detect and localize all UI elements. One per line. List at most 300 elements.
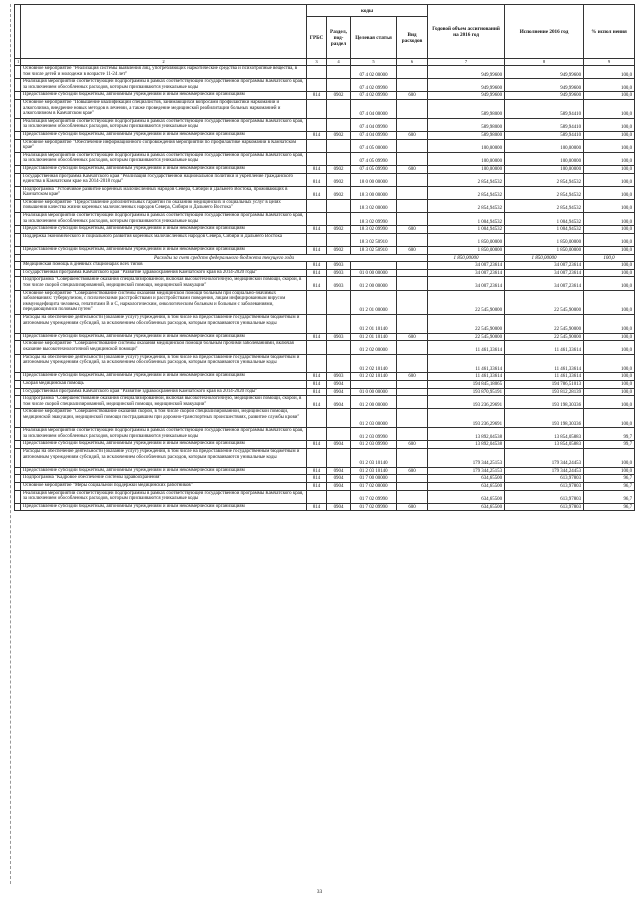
cell-grbs	[307, 409, 327, 428]
cell-expense-type	[397, 152, 428, 165]
colnum: 9	[584, 59, 635, 66]
cell-percent: 99,7	[584, 441, 635, 449]
cell-grbs: 814	[307, 388, 327, 396]
cell-target-article: 18 3 02 50910	[351, 247, 397, 255]
cell-grbs	[307, 118, 327, 131]
cell-razdel	[327, 409, 351, 428]
table-row	[15, 475, 635, 483]
cell-execution-amount: 13 854,05883	[505, 441, 584, 449]
cell-target-article: 01 0 00 00000	[351, 388, 397, 396]
cell-execution-amount: 34 007,23614	[505, 262, 584, 270]
cell-grbs: 814	[307, 503, 327, 511]
cell-target-article: 01 2 03 00000	[351, 409, 397, 428]
cell-annual-amount: 2 854,94532	[428, 186, 505, 199]
cell-razdel	[327, 79, 351, 92]
cell-razdel	[327, 118, 351, 131]
cell-percent: 100,0	[584, 262, 635, 270]
cell-percent: 100,0	[584, 254, 635, 262]
cell-grbs: 814	[307, 165, 327, 173]
cell-execution-amount: 1 004,94532	[505, 226, 584, 234]
cell-target-article: 07 4 02 00000	[351, 66, 397, 79]
cell-target-article: 01 7 02 00000	[351, 482, 397, 490]
colnum: 3	[307, 59, 327, 66]
cell-annual-amount: 100,00000	[428, 152, 505, 165]
cell-target-article: 01 2 03 10140	[351, 448, 397, 467]
header-name-column	[21, 5, 307, 59]
cell-execution-amount: 193 812,28139	[505, 388, 584, 396]
table-row	[15, 79, 635, 92]
cell-expense-type	[397, 269, 428, 277]
cell-name: Предоставление субсидий бюджетным, автономным учреждениям и иным некоммерческим организациям	[21, 503, 307, 511]
cell-razdel: 0904	[327, 380, 351, 388]
cell-annual-amount: 949,99600	[428, 92, 505, 100]
table-row	[15, 247, 635, 255]
cell-execution-amount: 1 850,00000	[505, 233, 584, 246]
cell-grbs	[307, 290, 327, 314]
table-row	[15, 139, 635, 152]
cell-execution-amount: 13 854,05883	[505, 428, 584, 441]
cell-target-article: 01 2 02 10140	[351, 373, 397, 381]
cell-razdel: 0902	[327, 165, 351, 173]
cell-percent: 100,0	[584, 79, 635, 92]
cell-annual-amount: 22 545,90000	[428, 290, 505, 314]
cell-annual-amount: 22 545,90000	[428, 315, 505, 334]
cell-grbs: 814	[307, 396, 327, 409]
cell-annual-amount: 589,98000	[428, 99, 505, 118]
table-row	[15, 503, 635, 511]
table-row	[15, 99, 635, 118]
cell-razdel	[327, 315, 351, 334]
cell-expense-type	[397, 173, 428, 186]
cell-expense-type: 600	[397, 467, 428, 475]
cell-target-article: 07 4 05 09990	[351, 152, 397, 165]
cell-grbs	[307, 448, 327, 467]
cell-annual-amount: 2 854,94532	[428, 173, 505, 186]
cell-razdel: 0904	[327, 441, 351, 449]
cell-execution-amount: 194 786,51013	[505, 380, 584, 388]
cell-expense-type	[397, 315, 428, 334]
cell-annual-amount: 193 236,29691	[428, 396, 505, 409]
cell-annual-amount: 1 004,94532	[428, 213, 505, 226]
cell-expense-type	[397, 277, 428, 290]
cell-razdel	[327, 66, 351, 79]
cell-expense-type: 600	[397, 441, 428, 449]
cell-percent: 100,0	[584, 199, 635, 212]
cell-grbs	[307, 341, 327, 354]
cell-percent: 96,7	[584, 475, 635, 483]
cell-percent: 100,0	[584, 380, 635, 388]
cell-name: Медицинская помощь в дневных стационарах всех типов	[21, 262, 307, 270]
cell-name: Предоставление субсидий бюджетным, автономным учреждениям и иным некоммерческим организациям	[21, 247, 307, 255]
cell-target-article: 18 3 02 09990	[351, 226, 397, 234]
cell-annual-amount: 949,99600	[428, 66, 505, 79]
cell-grbs	[307, 490, 327, 503]
cell-target-article: 07 4 02 09990	[351, 79, 397, 92]
table-body	[15, 66, 635, 511]
cell-expense-type	[397, 490, 428, 503]
cell-razdel: 0903	[327, 277, 351, 290]
cell-execution-amount: 34 007,23614	[505, 277, 584, 290]
table-row	[15, 388, 635, 396]
section-title: Расходы за счет средств федерального бюджета текущего года	[21, 254, 428, 262]
table-row	[15, 233, 635, 246]
cell-target-article: 07 4 05 00000	[351, 139, 397, 152]
cell-razdel: 0904	[327, 396, 351, 409]
cell-percent: 100,0	[584, 139, 635, 152]
table-row	[15, 448, 635, 467]
cell-grbs: 814	[307, 173, 327, 186]
table-row	[15, 269, 635, 277]
cell-expense-type: 600	[397, 226, 428, 234]
cell-razdel: 0904	[327, 467, 351, 475]
cell-target-article: 01 2 01 00000	[351, 290, 397, 314]
cell-percent: 100,0	[584, 247, 635, 255]
header-vid: Вид расходов	[397, 17, 428, 59]
cell-name: Основное мероприятие "Повышение квалификации специалистов, занимающихся вопросами профилактики наркомании и алкоголизма, внедрение новых методов в лечении, а также проведение медицинской реабилитации больных наркоманией и алкоголизмом в Камчатском крае"	[21, 99, 307, 118]
cell-target-article: 01 2 03 09990	[351, 441, 397, 449]
table-row	[15, 152, 635, 165]
cell-annual-amount: 1 850,00000	[428, 254, 505, 262]
cell-razdel	[327, 490, 351, 503]
cell-expense-type	[397, 482, 428, 490]
table-row	[15, 409, 635, 428]
cell-razdel: 0904	[327, 388, 351, 396]
cell-name: Подпрограмма "Совершенствование оказания специализированной, включая высокотехнологичную, медицинской помощи, скорой, в том числе скорой специализированной, медицинской помощи, медицинской эвакуации"	[21, 396, 307, 409]
table-row	[15, 380, 635, 388]
table-row	[15, 262, 635, 270]
table-row	[15, 173, 635, 186]
cell-expense-type	[397, 380, 428, 388]
cell-grbs	[307, 428, 327, 441]
cell-annual-amount: 589,98000	[428, 131, 505, 139]
cell-name: Основное мероприятие "Меры социальной поддержки медицинских работников"	[21, 482, 307, 490]
table-row	[15, 186, 635, 199]
cell-annual-amount: 634,65500	[428, 503, 505, 511]
cell-target-article	[351, 380, 397, 388]
cell-razdel	[327, 290, 351, 314]
header-grbs: ГРБС	[307, 17, 327, 59]
cell-percent: 100,0	[584, 165, 635, 173]
cell-expense-type	[397, 199, 428, 212]
cell-execution-amount: 100,00000	[505, 139, 584, 152]
table-row	[15, 441, 635, 449]
table-row	[15, 131, 635, 139]
cell-target-article	[351, 262, 397, 270]
cell-target-article: 01 2 01 10140	[351, 333, 397, 341]
cell-name: Предоставление субсидий бюджетным, автономным учреждениям и иным некоммерческим организациям	[21, 441, 307, 449]
cell-expense-type: 600	[397, 131, 428, 139]
cell-grbs: 814	[307, 467, 327, 475]
cell-grbs	[307, 315, 327, 334]
cell-execution-amount: 949,99600	[505, 92, 584, 100]
cell-grbs	[307, 213, 327, 226]
cell-execution-amount: 2 854,94532	[505, 186, 584, 199]
binding-margin-line	[10, 4, 11, 884]
table-row	[15, 290, 635, 314]
cell-expense-type	[397, 428, 428, 441]
table-row	[15, 118, 635, 131]
cell-annual-amount: 179 344,25153	[428, 448, 505, 467]
cell-razdel	[327, 448, 351, 467]
cell-execution-amount: 179 344,24453	[505, 448, 584, 467]
cell-grbs: 814	[307, 475, 327, 483]
cell-target-article: 01 2 01 10140	[351, 315, 397, 334]
cell-percent: 100,0	[584, 152, 635, 165]
cell-percent: 100,0	[584, 233, 635, 246]
cell-target-article: 18 3 02 00000	[351, 199, 397, 212]
cell-annual-amount: 179 344,25153	[428, 467, 505, 475]
cell-target-article: 01 2 02 00000	[351, 341, 397, 354]
cell-target-article: 01 2 00 00000	[351, 396, 397, 409]
cell-execution-amount: 22 545,90000	[505, 290, 584, 314]
cell-percent: 100,0	[584, 373, 635, 381]
cell-grbs	[307, 139, 327, 152]
cell-razdel: 0902	[327, 226, 351, 234]
cell-execution-amount: 613,97803	[505, 482, 584, 490]
cell-name: Основное мероприятие "Обеспечение информационного сопровождения мероприятий по профилактике наркомании в Камчатском крае"	[21, 139, 307, 152]
cell-execution-amount: 1 850,00000	[505, 254, 584, 262]
cell-percent: 100,0	[584, 131, 635, 139]
colnum: 7	[428, 59, 505, 66]
cell-razdel	[327, 152, 351, 165]
cell-expense-type: 600	[397, 333, 428, 341]
cell-target-article: 07 4 04 00000	[351, 99, 397, 118]
cell-percent: 100,0	[584, 173, 635, 186]
cell-razdel	[327, 341, 351, 354]
cell-percent: 99,7	[584, 428, 635, 441]
cell-annual-amount: 13 892,04538	[428, 441, 505, 449]
cell-annual-amount: 34 007,23614	[428, 262, 505, 270]
cell-execution-amount: 100,00000	[505, 165, 584, 173]
cell-grbs: 814	[307, 441, 327, 449]
cell-target-article: 07 4 05 09990	[351, 165, 397, 173]
cell-grbs: 814	[307, 269, 327, 277]
header-annual: Годовой объем ассигнований на 2016 год	[428, 5, 505, 59]
cell-percent: 100,0	[584, 409, 635, 428]
cell-expense-type	[397, 396, 428, 409]
header-celevaya: Целевая статья	[351, 17, 397, 59]
cell-target-article: 07 4 02 09990	[351, 92, 397, 100]
cell-razdel: 0904	[327, 475, 351, 483]
table-row	[15, 333, 635, 341]
cell-annual-amount: 100,00000	[428, 139, 505, 152]
cell-annual-amount: 11 461,33614	[428, 341, 505, 354]
table-row	[15, 92, 635, 100]
cell-percent: 100,0	[584, 354, 635, 373]
cell-razdel: 0903	[327, 262, 351, 270]
cell-grbs	[307, 66, 327, 79]
cell-execution-amount: 2 854,94532	[505, 199, 584, 212]
cell-target-article: 01 7 02 09990	[351, 503, 397, 511]
cell-grbs: 814	[307, 333, 327, 341]
cell-execution-amount: 193 198,30336	[505, 409, 584, 428]
cell-expense-type	[397, 186, 428, 199]
cell-execution-amount: 100,00000	[505, 152, 584, 165]
cell-execution-amount: 589,94410	[505, 118, 584, 131]
table-row	[15, 482, 635, 490]
cell-execution-amount: 193 198,30336	[505, 396, 584, 409]
cell-name: Основное мероприятие "Совершенствование системы оказания медицинской помощи больным при социально-значимых заболеваниях: туберкулезом, с психическими расстройствами и расстройствами поведения, лицам инфицированным вирусом иммунодефицита человека, гепатитами В и С, наркологическим, онкологическим больным и больным с заболеваниями, передающимися половым путем"	[21, 290, 307, 314]
cell-expense-type	[397, 118, 428, 131]
cell-razdel: 0903	[327, 269, 351, 277]
cell-expense-type	[397, 475, 428, 483]
cell-target-article: 07 4 04 09990	[351, 118, 397, 131]
header-razdel: Раздел, под-раздел	[327, 17, 351, 59]
cell-expense-type: 600	[397, 247, 428, 255]
cell-target-article: 18 3 00 00000	[351, 186, 397, 199]
colnum: 2	[21, 59, 307, 66]
cell-expense-type: 600	[397, 373, 428, 381]
cell-target-article: 01 2 03 10140	[351, 467, 397, 475]
cell-percent: 96,7	[584, 503, 635, 511]
cell-annual-amount: 1 004,94532	[428, 226, 505, 234]
table-row	[15, 213, 635, 226]
cell-razdel	[327, 354, 351, 373]
cell-target-article: 01 7 02 09990	[351, 490, 397, 503]
cell-execution-amount: 11 461,33614	[505, 373, 584, 381]
cell-percent: 100,0	[584, 269, 635, 277]
cell-target-article: 01 2 00 00000	[351, 277, 397, 290]
cell-razdel: 0904	[327, 482, 351, 490]
cell-name: Основное мероприятие "Совершенствование оказания скорой, в том числе скорой специализированной, медицинской помощи, медицинской эвакуации, медицинской помощи пострадавшим при дорожно-транспортных происшествиях, развитие службы крови"	[21, 409, 307, 428]
table-row	[15, 66, 635, 79]
cell-name: Предоставление субсидий бюджетным, автономным учреждениям и иным некоммерческим организациям	[21, 165, 307, 173]
cell-name: Скорая медицинская помощь	[21, 380, 307, 388]
cell-percent: 96,7	[584, 482, 635, 490]
cell-execution-amount: 34 007,23614	[505, 269, 584, 277]
cell-grbs	[307, 199, 327, 212]
cell-annual-amount: 634,65500	[428, 490, 505, 503]
cell-expense-type: 600	[397, 503, 428, 511]
cell-annual-amount: 194 845,18065	[428, 380, 505, 388]
cell-execution-amount: 11 461,33614	[505, 354, 584, 373]
cell-name: Реализация мероприятий соответствующей подпрограммы в рамках соответствующей государственной программы Камчатского края, за исключением обособленных расходов, которым присваиваются уникальные коды	[21, 213, 307, 226]
cell-grbs: 814	[307, 482, 327, 490]
cell-razdel	[327, 199, 351, 212]
cell-expense-type	[397, 213, 428, 226]
cell-annual-amount: 589,98000	[428, 118, 505, 131]
cell-annual-amount: 949,99600	[428, 79, 505, 92]
cell-target-article: 01 2 03 09990	[351, 428, 397, 441]
cell-name: Предоставление субсидий бюджетным, автономным учреждениям и иным некоммерческим организациям	[21, 131, 307, 139]
cell-razdel: 0902	[327, 247, 351, 255]
cell-execution-amount: 613,97803	[505, 503, 584, 511]
cell-grbs: 814	[307, 277, 327, 290]
cell-razdel: 0903	[327, 373, 351, 381]
colnum: 5	[351, 59, 397, 66]
cell-razdel: 0902	[327, 92, 351, 100]
cell-grbs: 814	[307, 247, 327, 255]
cell-name: Государственная программа Камчатского края "Реализация государственной национальной политики и укрепление гражданского единства в Камчатском крае на 2014-2018 годы"	[21, 173, 307, 186]
cell-name: Подпрограмма "Устойчивое развитие коренных малочисленных народов Севера, Сибири и Дальнего Востока, проживающих в Камчатском крае"	[21, 186, 307, 199]
table-row	[15, 467, 635, 475]
cell-expense-type	[397, 388, 428, 396]
cell-annual-amount: 34 007,23614	[428, 277, 505, 290]
cell-expense-type: 600	[397, 92, 428, 100]
cell-name: Расходы на обеспечение деятельности (оказание услуг) учреждений, в том числе на предоставление государственным бюджетным и автономным учреждениям субсидий, за исключением обособленных расходов, которым присваиваются уникальные коды	[21, 448, 307, 467]
cell-annual-amount: 634,65500	[428, 482, 505, 490]
cell-razdel: 0904	[327, 503, 351, 511]
budget-table	[14, 4, 635, 511]
cell-grbs	[307, 354, 327, 373]
table-row	[15, 354, 635, 373]
cell-execution-amount: 1 850,00000	[505, 247, 584, 255]
table-row	[15, 490, 635, 503]
cell-name: Предоставление субсидий бюджетным, автономным учреждениям и иным некоммерческим организациям	[21, 373, 307, 381]
cell-annual-amount: 11 461,33614	[428, 354, 505, 373]
cell-razdel	[327, 139, 351, 152]
cell-grbs	[307, 79, 327, 92]
cell-percent: 100,0	[584, 290, 635, 314]
cell-execution-amount: 589,94410	[505, 99, 584, 118]
cell-execution-amount: 179 344,24453	[505, 467, 584, 475]
cell-percent: 100,0	[584, 333, 635, 341]
cell-name: Предоставление субсидий бюджетным, автономным учреждениям и иным некоммерческим организациям	[21, 92, 307, 100]
cell-expense-type	[397, 341, 428, 354]
cell-execution-amount: 2 854,94532	[505, 173, 584, 186]
column-number-row	[15, 59, 635, 66]
cell-name: Подпрограмма "Совершенствование оказания специализированной, включая высокотехнологичную, медицинской помощи, скорой, в том числе скорой специализированной, медицинской помощи, медицинской эвакуации"	[21, 277, 307, 290]
cell-razdel: 0902	[327, 131, 351, 139]
cell-grbs: 814	[307, 226, 327, 234]
cell-name: Реализация мероприятий соответствующей подпрограммы в рамках соответствующей государственной программы Камчатского края, за исключением обособленных расходов, которым присваиваются уникальные коды	[21, 490, 307, 503]
cell-name: Основное мероприятие "Предоставление дополнительных гарантий по оказанию медицинских и социальных услуг в целях повышения качества жизни коренных малочисленных народов Севера, Сибири и Дальнего Востока"	[21, 199, 307, 212]
cell-grbs: 814	[307, 92, 327, 100]
cell-expense-type: 600	[397, 165, 428, 173]
cell-execution-amount: 22 545,90000	[505, 333, 584, 341]
cell-expense-type	[397, 79, 428, 92]
colnum: 8	[505, 59, 584, 66]
cell-expense-type	[397, 233, 428, 246]
cell-percent: 100,0	[584, 396, 635, 409]
cell-name: Реализация мероприятий соответствующей подпрограммы в рамках соответствующей государственной программы Камчатского края, за исключением обособленных расходов, которым присваиваются уникальные коды	[21, 118, 307, 131]
cell-execution-amount: 11 461,33614	[505, 341, 584, 354]
cell-razdel	[327, 233, 351, 246]
table-row	[15, 396, 635, 409]
table-row	[15, 277, 635, 290]
cell-execution-amount: 949,99600	[505, 79, 584, 92]
cell-percent: 100,0	[584, 66, 635, 79]
cell-grbs: 814	[307, 131, 327, 139]
cell-grbs	[307, 152, 327, 165]
table-row	[15, 315, 635, 334]
cell-name: Подпрограмма "Кадровое обеспечение системы здравоохранения"	[21, 475, 307, 483]
cell-execution-amount: 22 545,90000	[505, 315, 584, 334]
cell-expense-type	[397, 448, 428, 467]
cell-target-article: 01 2 02 10140	[351, 354, 397, 373]
cell-percent: 100,0	[584, 341, 635, 354]
cell-execution-amount: 1 004,94532	[505, 213, 584, 226]
page-number: 33	[316, 889, 323, 895]
cell-annual-amount: 2 854,94532	[428, 199, 505, 212]
cell-grbs	[307, 99, 327, 118]
cell-expense-type	[397, 139, 428, 152]
cell-expense-type	[397, 262, 428, 270]
cell-name: Расходы на обеспечение деятельности (оказание услуг) учреждений, в том числе на предоставление государственным бюджетным и автономным учреждениям субсидий, за исключением обособленных расходов, которым присваиваются уникальные коды	[21, 315, 307, 334]
cell-percent: 100,0	[584, 92, 635, 100]
cell-annual-amount: 11 461,33614	[428, 373, 505, 381]
table-row	[15, 373, 635, 381]
cell-percent: 100,0	[584, 448, 635, 467]
cell-expense-type	[397, 409, 428, 428]
cell-annual-amount: 1 850,00000	[428, 247, 505, 255]
header-percent: % испол нения	[584, 5, 635, 59]
cell-expense-type	[397, 99, 428, 118]
cell-annual-amount: 1 850,00000	[428, 233, 505, 246]
header-codes: коды	[307, 5, 428, 17]
cell-annual-amount: 193 870,95191	[428, 388, 505, 396]
cell-grbs: 814	[307, 373, 327, 381]
